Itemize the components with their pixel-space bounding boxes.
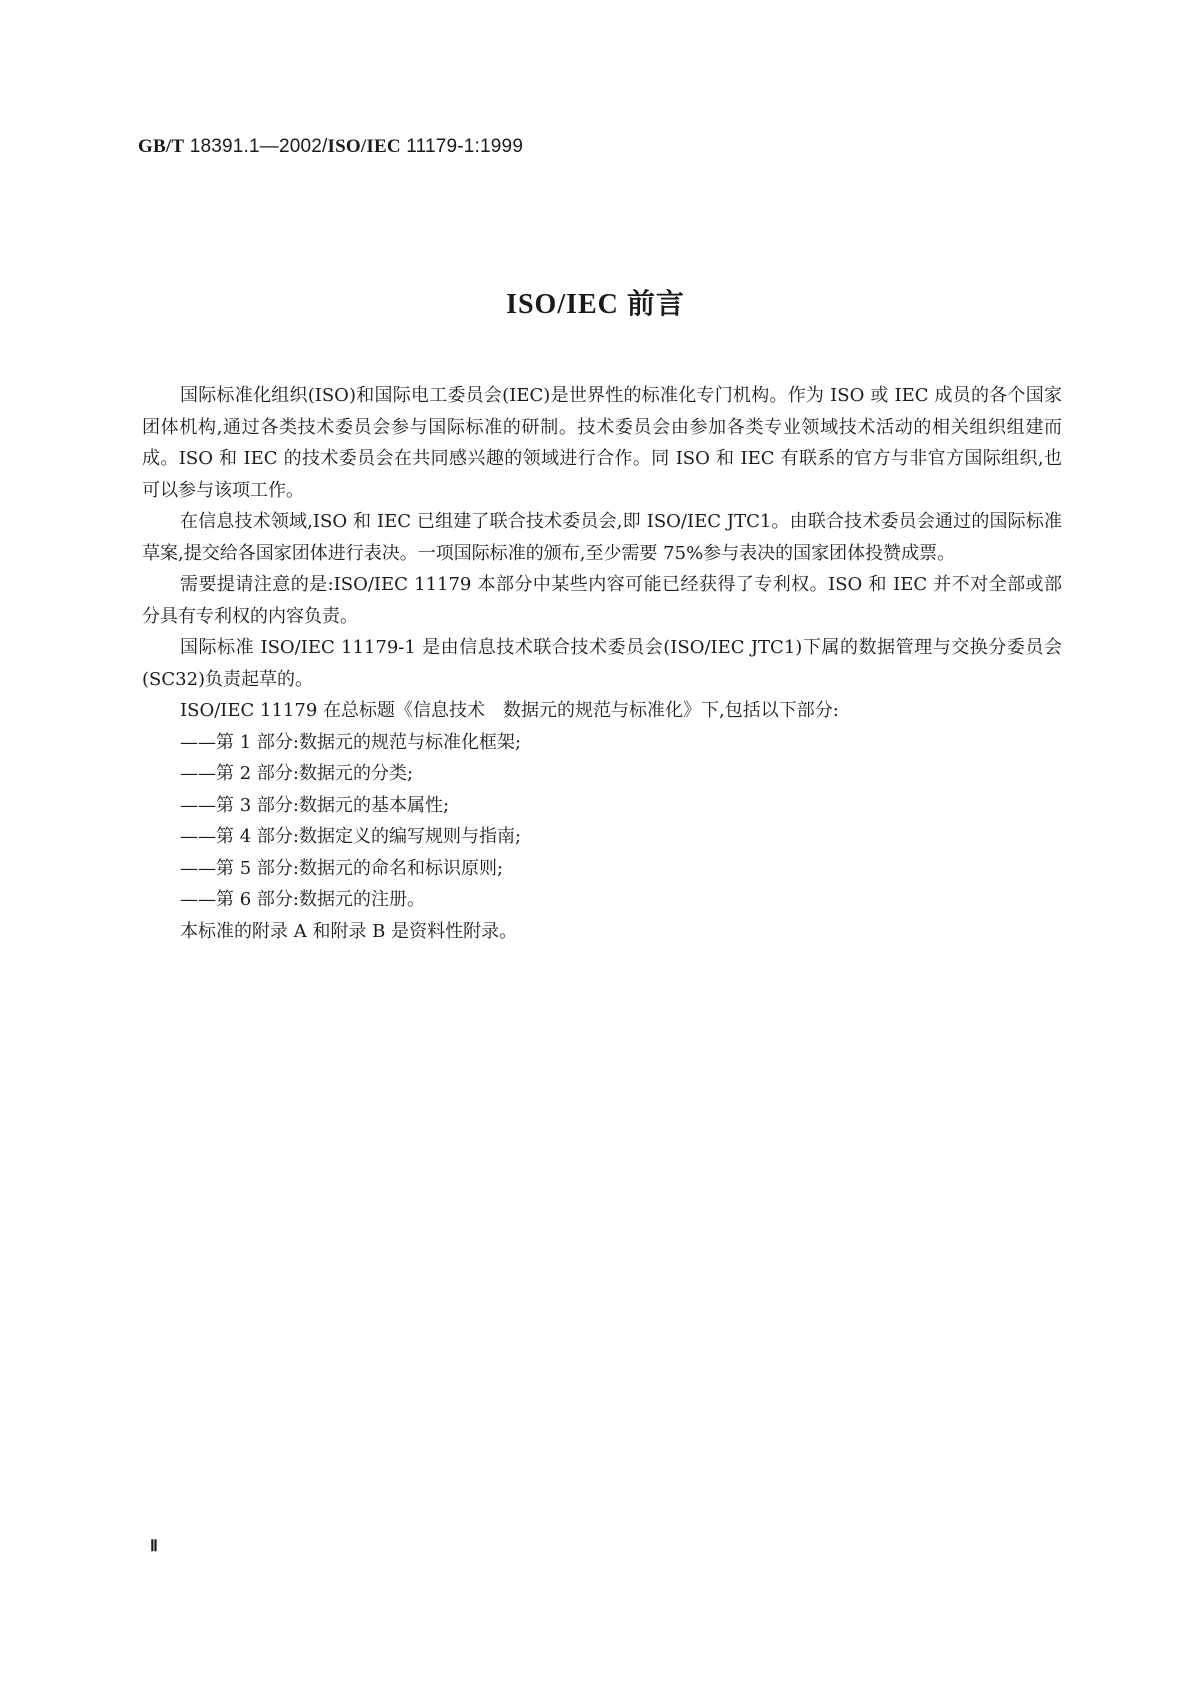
paragraph-annex-note: 本标准的附录 A 和附录 B 是资料性附录。 bbox=[180, 920, 518, 942]
document-header bbox=[138, 136, 523, 158]
paragraph-jtc1: 在信息技术领域,ISO 和 IEC 已组建了联合技术委员会,即 ISO/IEC JTC1。由联合技术委员会通过的国际标准草案,提交给各国家团体进行表决。一项国际标准的颁布,至少需要 75%参与表决的国家团体投赞成票。 bbox=[142, 511, 1062, 564]
list-item-part-1: ——第 1 部分:数据元的规范与标准化框架; bbox=[180, 731, 522, 753]
page-number: Ⅱ bbox=[150, 1538, 158, 1555]
page-title: ISO/IEC 前言 bbox=[506, 289, 685, 320]
list-item-part-2: ——第 2 部分:数据元的分类; bbox=[180, 763, 414, 784]
list-item-part-6: ——第 6 部分:数据元的注册。 bbox=[180, 889, 425, 910]
header-isoiec: ISO/IEC bbox=[327, 136, 401, 157]
paragraph-iso-iec-intro: 国际标准化组织(ISO)和国际电工委员会(IEC)是世界性的标准化专门机构。作为 ISO 或 IEC 成员的各个国家团体机构,通过各类技术委员会参与国际标准的研制。技术委员会由参加各类专业领域技术活动的相关组织组建而成。ISO 和 IEC 的技术委员会在共同感兴趣的领域进行合作。同 ISO 和 IEC 有联系的官方与非官方国际组织,也可以参与该项工作。 bbox=[142, 385, 1062, 501]
list-item-part-4: ——第 4 部分:数据定义的编写规则与指南; bbox=[180, 826, 522, 847]
header-gbt: GB/T bbox=[138, 136, 185, 157]
paragraph-patent: 需要提请注意的是:ISO/IEC 11179 本部分中某些内容可能已经获得了专利权。ISO 和 IEC 并不对全部或部分具有专利权的内容负责。 bbox=[142, 574, 1062, 627]
list-item-part-5: ——第 5 部分:数据元的命名和标识原则; bbox=[180, 857, 504, 879]
paragraph-drafting: 国际标准 ISO/IEC 11179-1 是由信息技术联合技术委员会(ISO/IEC JTC1)下属的数据管理与交换分委员会(SC32)负责起草的。 bbox=[142, 637, 1062, 690]
list-item-part-3: ——第 3 部分:数据元的基本属性; bbox=[180, 794, 450, 816]
header-standard-number: 18391.1—2002/ bbox=[184, 136, 328, 157]
paragraph-parts-intro: ISO/IEC 11179 在总标题《信息技术 数据元的规范与标准化》下,包括以下部分: bbox=[180, 700, 839, 721]
body-text bbox=[142, 380, 1062, 947]
header-iso-number: 11179-1:1999 bbox=[400, 136, 524, 157]
